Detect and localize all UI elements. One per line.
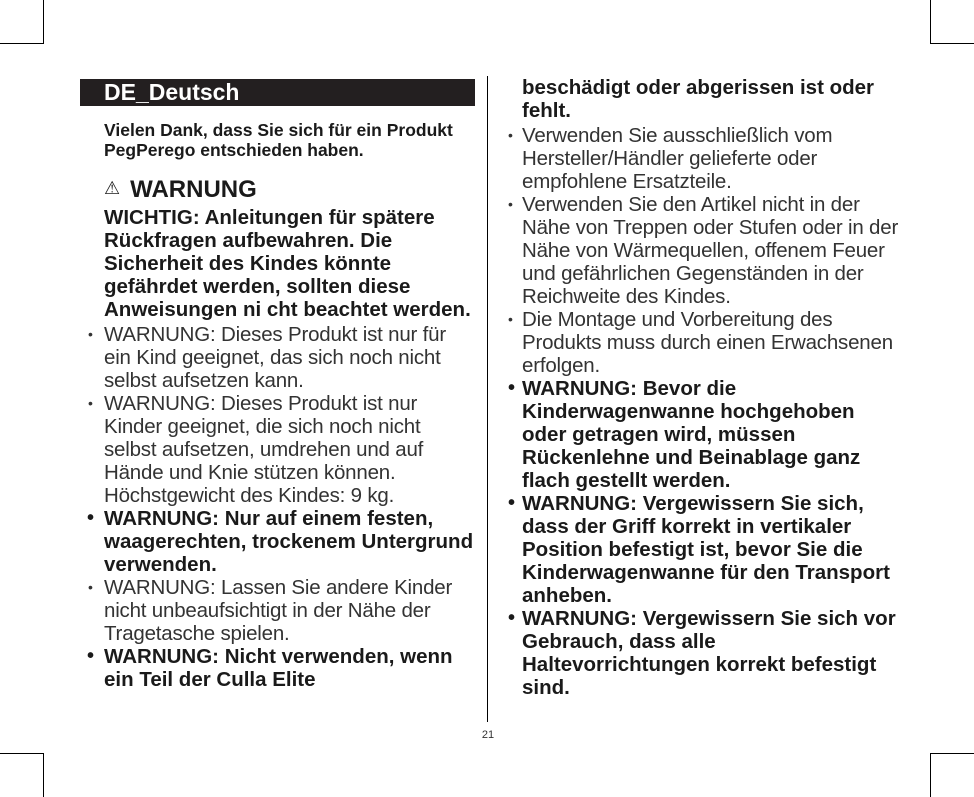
warning-list-item [500, 124, 900, 193]
warning-list-item [80, 323, 476, 392]
warning-list-item [80, 645, 476, 691]
list-item-text: Die Montage und Vorbereitung des Produkts muss durch einen Erwachsenen erfolgen. [522, 308, 893, 377]
bullet-icon: • [87, 507, 95, 529]
column-divider [487, 76, 488, 722]
warning-list-item [500, 492, 900, 607]
left-column [80, 79, 476, 691]
warning-list-item [500, 308, 900, 377]
right-column [500, 76, 900, 699]
crop-mark [930, 753, 931, 797]
bullet-icon: • [508, 196, 513, 212]
list-item-text: Verwenden Sie den Artikel nicht in der Nähe von Treppen oder Stufen oder in der Nähe von Wärmequellen, offenem Feuer und gefährlichen Gegenständen in der Reichweite des Kindes. [522, 193, 899, 308]
page-number: 21 [481, 729, 495, 741]
crop-mark [930, 753, 974, 754]
important-notice: WICHTIG: Anleitungen für spätere Rückfragen aufbewahren. Die Sicherheit des Kindes könnte gefährdet werden, sollten diese Anweisungen ni cht beachtet werden. [104, 206, 471, 321]
bullet-icon: • [508, 492, 516, 514]
warning-list-item [500, 377, 900, 492]
list-item-text: WARNUNG: Vergewissern Sie sich vor Gebrauch, dass alle Haltevorrichtungen korrekt befestigt sind. [522, 607, 896, 699]
list-item-text: WARNUNG: Dieses Produkt ist nur für ein Kind geeignet, das sich noch nicht selbst aufsetzen kann. [104, 323, 446, 392]
warning-triangle-icon: ⚠ [104, 178, 121, 198]
warning-list-item [500, 193, 900, 308]
crop-mark [0, 753, 44, 754]
bullet-icon: • [508, 377, 516, 399]
crop-mark [930, 0, 931, 44]
bullet-icon: • [87, 645, 95, 667]
bullet-icon: • [508, 607, 516, 629]
bullet-icon: • [508, 127, 513, 143]
warning-list-item [80, 576, 476, 645]
list-item-text: WARNUNG: Bevor die Kinderwagenwanne hochgehoben oder getragen wird, müssen Rückenlehne und Beinablage ganz flach gestellt werden. [522, 377, 861, 492]
list-item-text: WARNUNG: Nicht verwenden, wenn ein Teil der Culla Elite [104, 645, 453, 691]
crop-mark [43, 753, 44, 797]
list-item-text: WARNUNG: Dieses Produkt ist nur Kinder geeignet, die sich noch nicht selbst aufsetzen, umdrehen und auf Hände und Knie stützen können. Höchstgewicht des Kindes: 9 kg. [104, 392, 424, 507]
left-bullet-list [80, 323, 476, 691]
warning-title: WARNUNG [130, 176, 257, 203]
thank-you-text: Vielen Dank, dass Sie sich für ein Produkt PegPerego entschieden haben. [104, 120, 453, 160]
bullet-icon: • [88, 395, 93, 411]
crop-mark [930, 43, 974, 44]
list-item-text: WARNUNG: Vergewissern Sie sich, dass der Griff korrekt in vertikaler Position befestigt ist, bevor Sie die Kinderwagenwanne für den Transport anheben. [522, 492, 890, 607]
crop-mark [43, 0, 44, 44]
bullet-icon: • [88, 326, 93, 342]
warning-heading [104, 176, 476, 204]
crop-mark [0, 43, 44, 44]
language-header: DE_Deutsch [80, 79, 475, 106]
warning-list-item [80, 392, 476, 507]
list-item-text: Verwenden Sie ausschließlich vom Hersteller/Händler gelieferte oder empfohlene Ersatzteile. [522, 124, 833, 193]
bullet-icon: • [88, 579, 93, 595]
list-item-text: WARNUNG: Lassen Sie andere Kinder nicht unbeaufsichtigt in der Nähe der Tragetasche spielen. [104, 576, 453, 645]
warning-list-item [500, 607, 900, 699]
continued-text: beschädigt oder abgerissen ist oder fehlt. [522, 76, 875, 122]
warning-list-item [80, 507, 476, 576]
bullet-icon: • [508, 311, 513, 327]
right-bullet-list [500, 124, 900, 699]
list-item-text: WARNUNG: Nur auf einem festen, waagerechten, trockenem Untergrund verwenden. [104, 507, 474, 576]
